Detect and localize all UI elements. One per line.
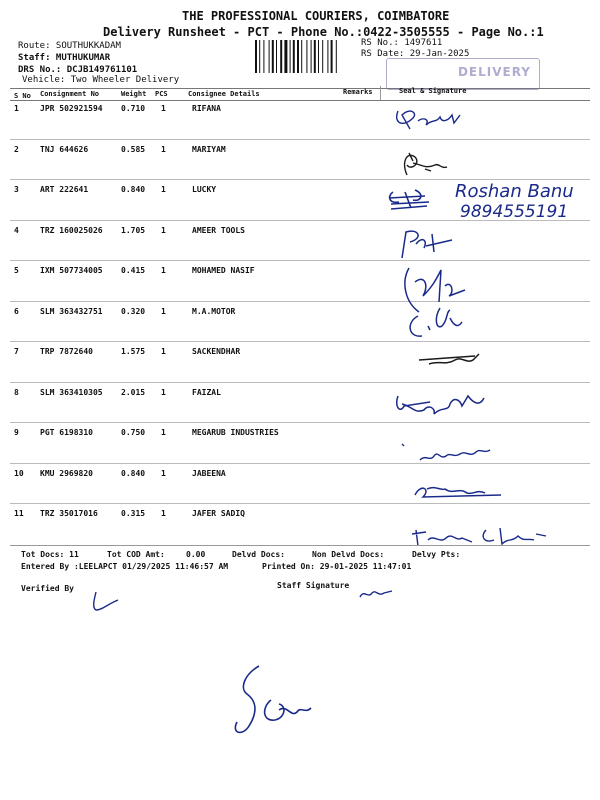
row-pcs: 1 xyxy=(161,428,166,437)
barcode-bar xyxy=(259,40,260,73)
barcode-bar xyxy=(322,40,323,73)
signature-row-9 xyxy=(400,438,500,468)
non-delvd-docs: Non Delvd Docs: xyxy=(312,550,385,559)
tot-docs: Tot Docs: 11 xyxy=(21,550,79,559)
row-pcs: 1 xyxy=(161,469,166,478)
row-divider xyxy=(10,301,590,302)
row-weight: 0.840 xyxy=(121,469,146,478)
row-consignee: RIFANA xyxy=(192,104,221,113)
row-divider xyxy=(10,260,590,261)
row-pcs: 1 xyxy=(161,226,166,235)
row-sno: 10 xyxy=(14,469,24,478)
col-pcs: PCS xyxy=(155,90,168,98)
row-sno: 6 xyxy=(14,307,19,316)
handwritten-phone: 9894555191 xyxy=(460,202,569,222)
tot-cod-value: 0.00 xyxy=(186,550,206,559)
company-title: THE PROFESSIONAL COURIERS, COIMBATORE xyxy=(182,9,450,23)
row-weight: 0.315 xyxy=(121,509,146,518)
barcode-bar xyxy=(336,40,337,73)
barcode-bar xyxy=(318,40,319,73)
large-signature xyxy=(225,660,335,750)
row-weight: 0.750 xyxy=(121,428,146,437)
barcode-bar xyxy=(284,40,287,73)
tot-cod-label: Tot COD Amt: xyxy=(107,550,165,559)
barcode-bar xyxy=(301,40,302,73)
row-sno: 1 xyxy=(14,104,19,113)
col-weight: Weight xyxy=(121,90,147,98)
row-consignee: FAIZAL xyxy=(192,388,221,397)
row-pcs: 1 xyxy=(161,266,166,275)
row-divider xyxy=(10,341,590,342)
row-weight: 0.415 xyxy=(121,266,146,275)
barcode-bar xyxy=(263,40,264,73)
row-consignment: TNJ 644626 xyxy=(40,145,89,154)
barcode-bar xyxy=(293,40,295,73)
barcode-bar xyxy=(331,40,333,73)
row-consignment: TRZ 160025026 xyxy=(40,226,103,235)
barcode-bar xyxy=(311,40,312,73)
signature-row-8 xyxy=(390,386,490,422)
delvy-pts: Delvy Pts: xyxy=(412,550,461,559)
row-pcs: 1 xyxy=(161,388,166,397)
verified-by: Verified By xyxy=(21,584,74,593)
handwritten-name: Roshan Banu xyxy=(455,181,574,202)
barcode-bar xyxy=(327,40,328,73)
row-pcs: 1 xyxy=(161,509,166,518)
signature-row-2 xyxy=(395,147,475,182)
row-consignee: JAFER SADIQ xyxy=(192,509,245,518)
table-top-line xyxy=(10,88,590,89)
row-divider xyxy=(10,382,590,383)
barcode-bar xyxy=(280,40,282,73)
row-sno: 3 xyxy=(14,185,19,194)
row-sno: 2 xyxy=(14,145,19,154)
row-consignee: SACKENDHAR xyxy=(192,347,241,356)
delivery-stamp xyxy=(386,58,540,90)
table-header-line xyxy=(10,100,590,101)
row-divider xyxy=(10,179,590,180)
barcode-bar xyxy=(297,40,299,73)
runsheet-subtitle: Delivery Runsheet - PCT - Phone No.:0422-3505555 - Page No.:1 xyxy=(103,25,544,39)
row-weight: 1.575 xyxy=(121,347,146,356)
row-consignee: AMEER TOOLS xyxy=(192,226,245,235)
barcode xyxy=(255,40,355,73)
barcode-bar xyxy=(290,40,291,73)
row-sno: 4 xyxy=(14,226,19,235)
header-divider xyxy=(380,86,381,100)
barcode-bar xyxy=(272,40,274,73)
entered-by: Entered By :LEELAPCT 01/29/2025 11:46:57 AM xyxy=(21,562,229,571)
delvd-docs: Delvd Docs: xyxy=(232,550,285,559)
row-consignment: TRP 7872640 xyxy=(40,347,93,356)
col-remarks: Remarks xyxy=(343,88,373,96)
barcode-bar xyxy=(314,40,316,73)
drs-number: DRS No.: DCJB149761101 xyxy=(18,65,138,75)
row-weight: 2.015 xyxy=(121,388,146,397)
row-consignee: JABEENA xyxy=(192,469,226,478)
row-weight: 1.705 xyxy=(121,226,146,235)
row-consignment: PGT 6198310 xyxy=(40,428,93,437)
staff-signature xyxy=(356,585,396,605)
col-seal-signature: Seal & Signature xyxy=(399,87,467,95)
row-pcs: 1 xyxy=(161,145,166,154)
printed-on: Printed On: 29-01-2025 11:47:01 xyxy=(262,562,412,571)
col-consignment: Consignment No xyxy=(40,90,100,98)
barcode-bar xyxy=(306,40,307,73)
row-pcs: 1 xyxy=(161,104,166,113)
row-weight: 0.585 xyxy=(121,145,146,154)
row-sno: 8 xyxy=(14,388,19,397)
row-consignment: JPR 502921594 xyxy=(40,104,103,113)
row-consignment: SLM 363410305 xyxy=(40,388,103,397)
barcode-bar xyxy=(269,40,270,73)
row-divider xyxy=(10,463,590,464)
row-consignee: M.A.MOTOR xyxy=(192,307,236,316)
barcode-bar xyxy=(276,40,277,73)
barcode-bar xyxy=(255,40,257,73)
verified-by-signature xyxy=(88,590,128,616)
row-consignment: KMU 2969820 xyxy=(40,469,93,478)
row-pcs: 1 xyxy=(161,347,166,356)
staff-signature-label: Staff Signature xyxy=(277,581,350,590)
route-label: Route: SOUTHUKKADAM xyxy=(18,41,121,51)
col-consignee: Consignee Details xyxy=(188,90,260,98)
row-consignee: MEGARUB INDUSTRIES xyxy=(192,428,279,437)
row-sno: 5 xyxy=(14,266,19,275)
rs-date: RS Date: 29-Jan-2025 xyxy=(361,49,470,59)
row-sno: 11 xyxy=(14,509,24,518)
row-consignment: ART 222641 xyxy=(40,185,89,194)
row-sno: 9 xyxy=(14,428,19,437)
signature-row-4 xyxy=(392,222,462,262)
row-consignee: LUCKY xyxy=(192,185,217,194)
row-consignment: SLM 363432751 xyxy=(40,307,103,316)
signature-row-7 xyxy=(415,348,495,370)
signature-row-1 xyxy=(388,103,478,133)
staff-label: Staff: MUTHUKUMAR xyxy=(18,53,111,63)
signature-row-10 xyxy=(405,475,505,505)
signature-row-6 xyxy=(400,302,470,342)
row-consignment: IXM 507734005 xyxy=(40,266,103,275)
row-consignee: MOHAMED NASIF xyxy=(192,266,255,275)
row-weight: 0.840 xyxy=(121,185,146,194)
row-weight: 0.710 xyxy=(121,104,146,113)
stamp-text: DELIVERY xyxy=(457,65,531,79)
signature-row-3 xyxy=(385,182,455,222)
vehicle-label: Vehicle: Two Wheeler Delivery xyxy=(22,75,180,85)
row-divider xyxy=(10,422,590,423)
footer-top-line xyxy=(10,545,590,546)
col-sno: S No xyxy=(14,92,31,100)
row-consignment: TRZ 35017016 xyxy=(40,509,98,518)
row-pcs: 1 xyxy=(161,307,166,316)
row-sno: 7 xyxy=(14,347,19,356)
row-divider xyxy=(10,139,590,140)
row-weight: 0.320 xyxy=(121,307,146,316)
row-consignee: MARIYAM xyxy=(192,145,226,154)
row-pcs: 1 xyxy=(161,185,166,194)
rs-number: RS No.: 1497611 xyxy=(361,38,443,48)
